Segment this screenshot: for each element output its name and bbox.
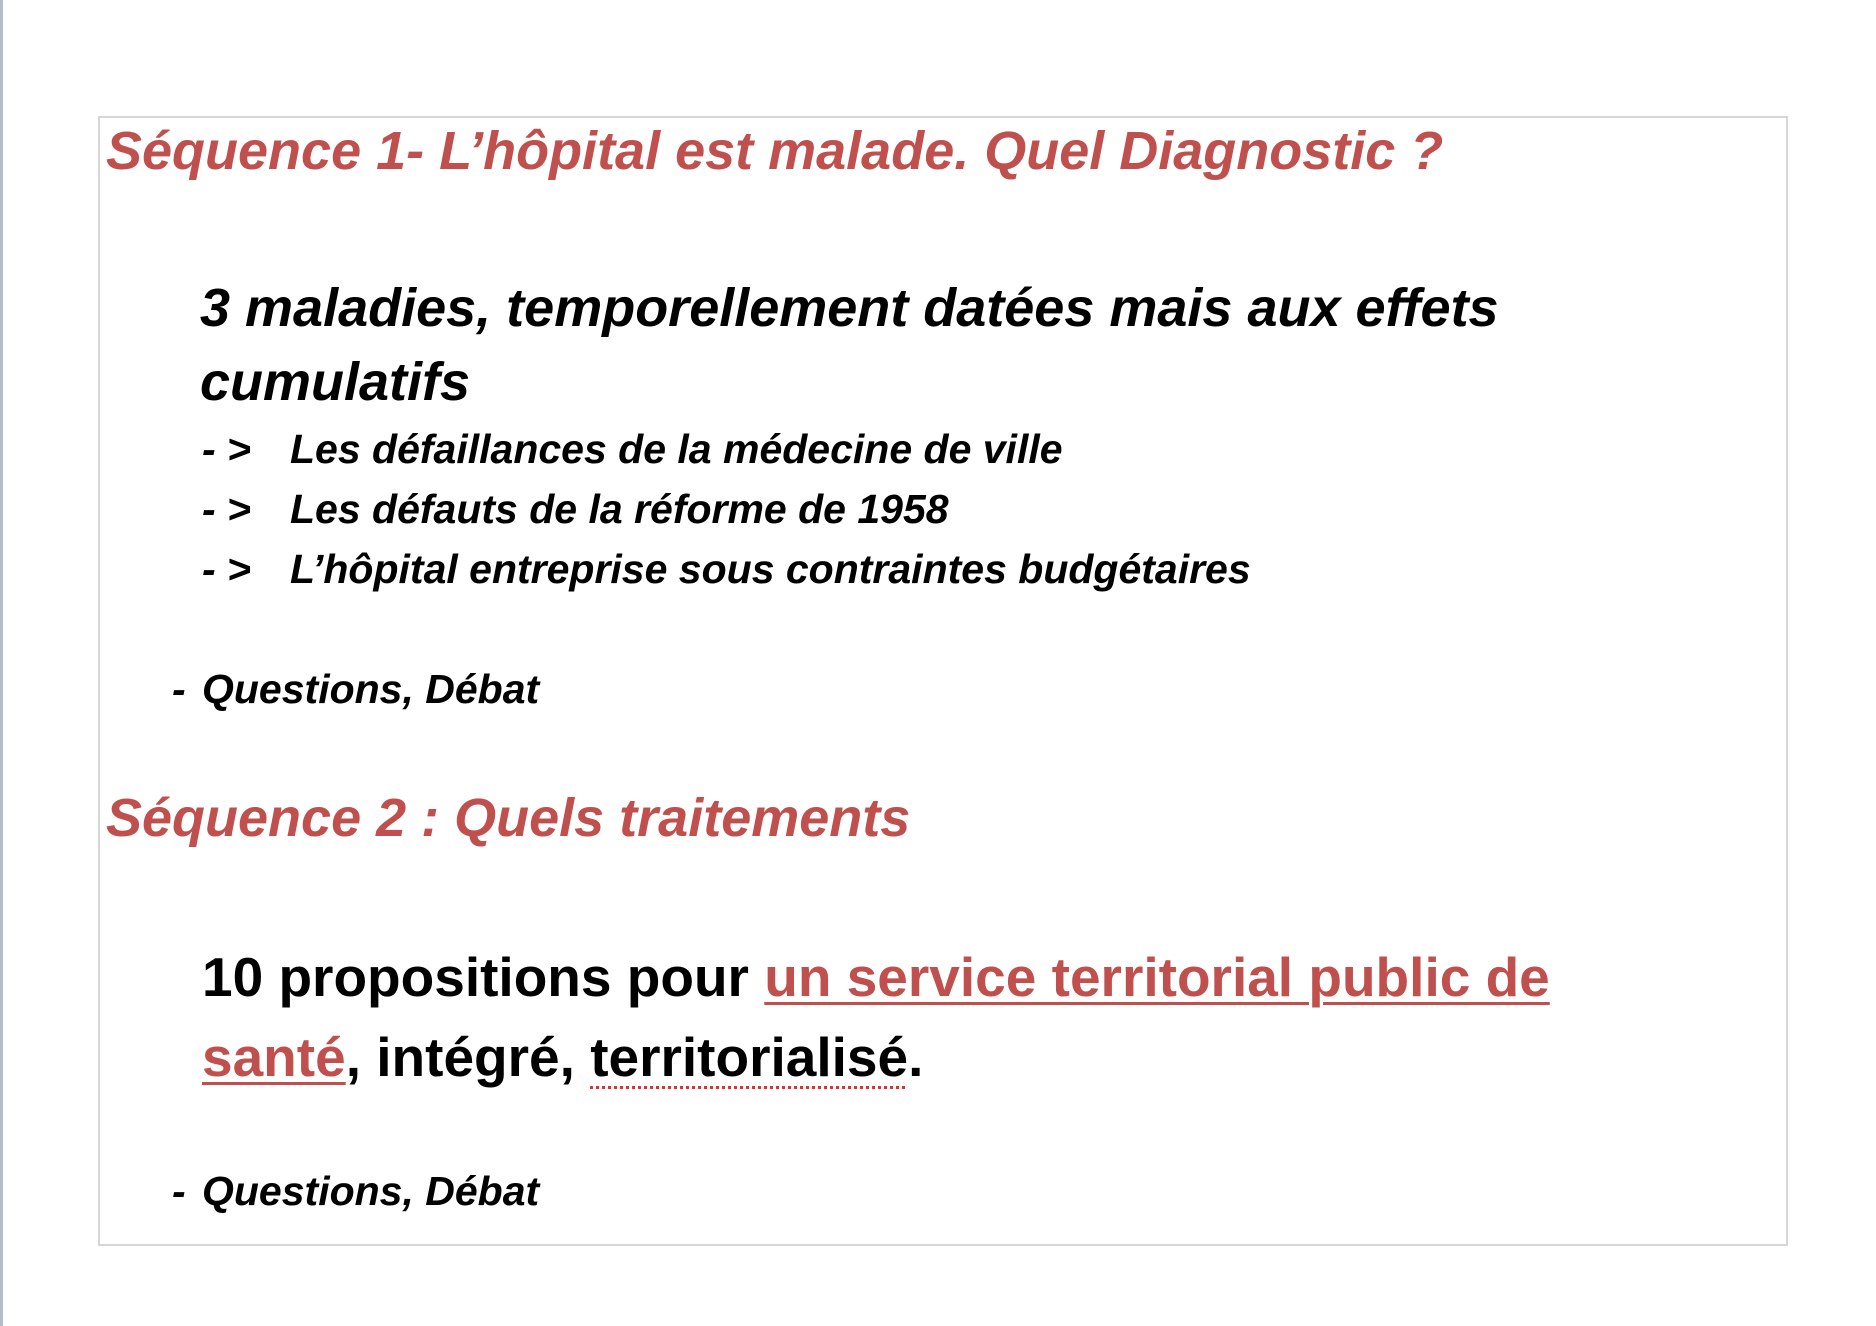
dash-marker: - (172, 1168, 186, 1214)
spellcheck-word: territorialisé (590, 1026, 909, 1088)
lead-end: . (908, 1026, 924, 1088)
lead-prefix: 10 propositions pour (202, 946, 765, 1008)
bullet-item (202, 544, 1251, 594)
service-link[interactable]: un service territorial public de santé (202, 946, 1550, 1088)
sequence-1-lead: 3 maladies, temporellement datées mais aux effets cumulatifs (200, 278, 1499, 412)
bullet-text: Les défauts de la réforme de 1958 (290, 486, 949, 532)
sequence-1-title: Séquence 1- L’hôpital est malade. Quel Diagnostic ? (106, 121, 1444, 181)
sequence-2-title: Séquence 2 : Quels traitements (106, 788, 911, 848)
window-edge (0, 0, 3, 1326)
slide-frame (98, 116, 1788, 1246)
arrow-marker: - > (202, 426, 251, 472)
bullet-text: Les défaillances de la médecine de ville (290, 426, 1063, 472)
bullet-item (202, 424, 1063, 474)
sequence-2-lead (202, 937, 1702, 1097)
dash-marker: - (172, 666, 186, 712)
arrow-marker: - > (202, 546, 251, 592)
questions-text: Questions, Débat (202, 666, 540, 712)
questions-debat-1 (172, 664, 539, 714)
questions-debat-2 (172, 1166, 539, 1216)
arrow-marker: - > (202, 486, 251, 532)
lead-middle: , intégré, (345, 1026, 591, 1088)
questions-text: Questions, Débat (202, 1168, 540, 1214)
bullet-item (202, 484, 949, 534)
bullet-text: L’hôpital entreprise sous contraintes budgétaires (290, 546, 1251, 592)
